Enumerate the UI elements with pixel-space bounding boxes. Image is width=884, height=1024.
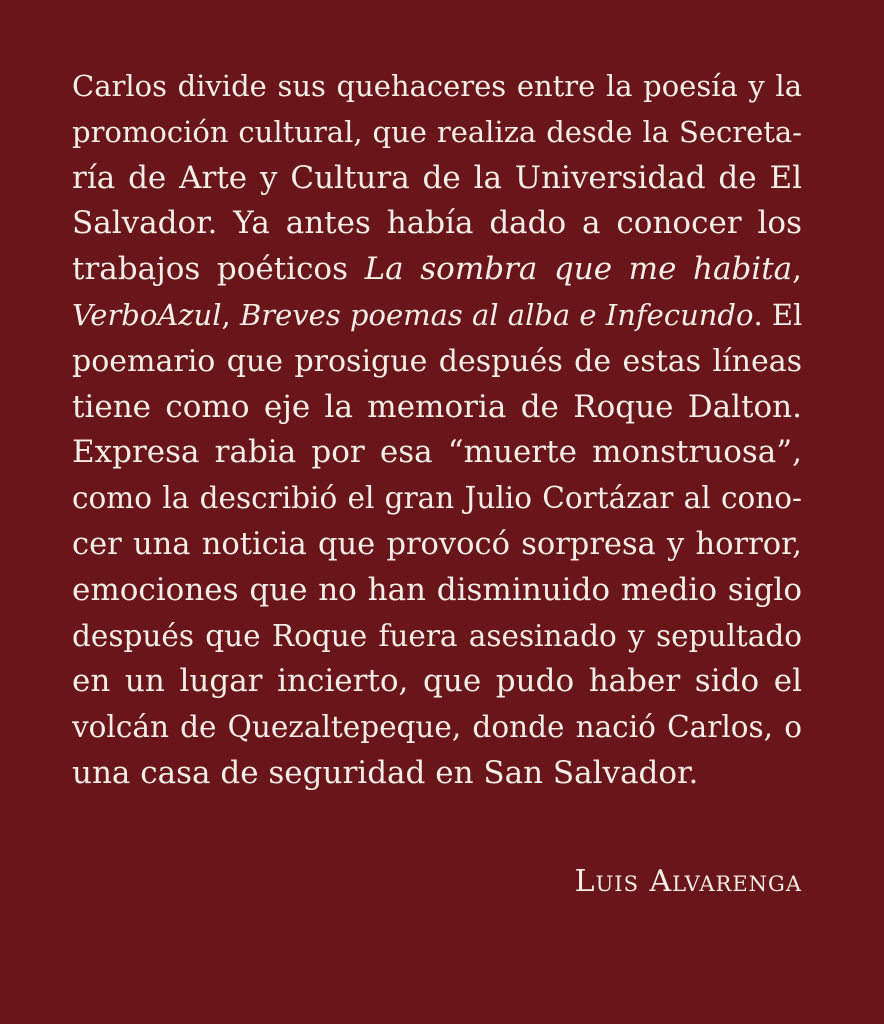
author-signature: Luis Alvarenga xyxy=(574,864,802,899)
book-title-italic: VerboAzul xyxy=(72,297,222,332)
text-line: como la describió el gran Julio Cortázar al cono- xyxy=(72,481,802,516)
book-title-italic: Breves poemas al alba e Infecundo xyxy=(239,297,754,332)
text-line: en un lugar incierto, que pudo haber sido el xyxy=(72,663,802,700)
book-title-italic: La sombra que me habita xyxy=(364,251,793,288)
text-line: después que Roque fuera asesinado y sepultado xyxy=(72,618,802,653)
body-paragraph xyxy=(72,64,802,797)
text-line: cer una noticia que provocó sorpresa y horror, xyxy=(72,526,802,562)
text-line: trabajos poéticos La sombra que me habita, xyxy=(72,251,802,288)
text-line: Carlos divide sus quehaceres entre la poesía y la xyxy=(72,69,802,103)
text-line: volcán de Quezaltepeque, donde nació Carlos, o xyxy=(72,710,802,745)
text-line: Salvador. Ya antes había dado a conocer los xyxy=(72,205,802,242)
text-line: Expresa rabia por esa “muerte monstruosa”, xyxy=(72,434,802,471)
text-line: promoción cultural, que realiza desde la Secreta- xyxy=(72,114,802,149)
text-line: VerboAzul, Breves poemas al alba e Infecundo. El xyxy=(72,297,802,332)
text-line: ría de Arte y Cultura de la Universidad de El xyxy=(72,159,802,196)
text-line: poemario que prosigue después de estas líneas xyxy=(72,343,802,379)
text-line: tiene como eje la memoria de Roque Dalton. xyxy=(72,388,802,425)
text-line: emociones que no han disminuido medio siglo xyxy=(72,571,802,608)
text-line: una casa de seguridad en San Salvador. xyxy=(72,754,699,791)
